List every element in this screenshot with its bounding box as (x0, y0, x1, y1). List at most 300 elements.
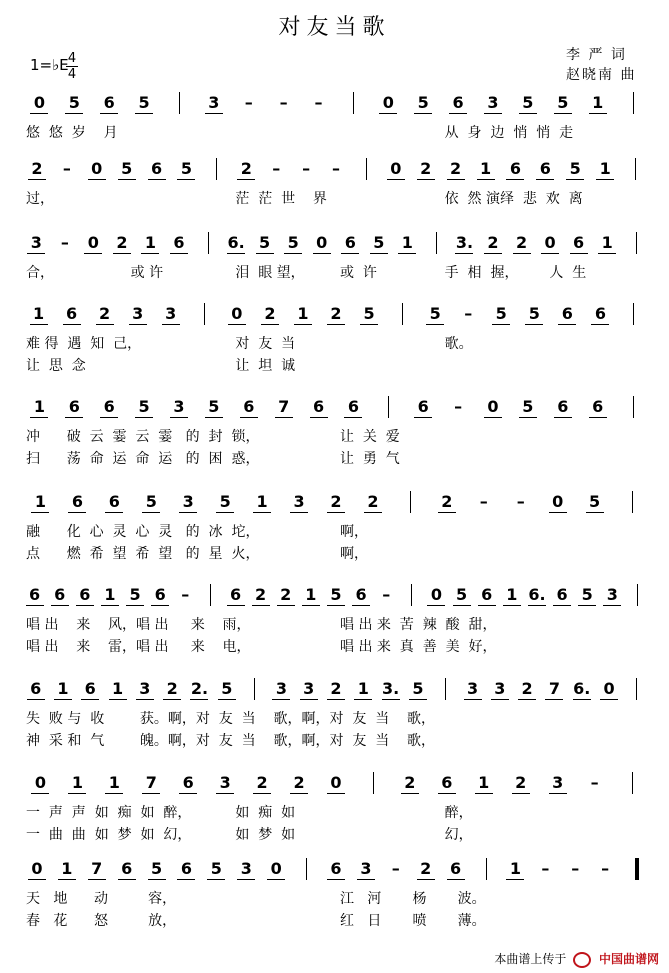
beam-line (142, 512, 160, 513)
lyric-line: 啊， (340, 546, 368, 562)
note: – (479, 492, 488, 511)
barline (366, 158, 367, 180)
beam-line (252, 605, 270, 606)
beam-line (589, 113, 607, 114)
note: 2 (293, 773, 305, 792)
beam-line (477, 179, 495, 180)
beam-line (327, 793, 345, 794)
lyric-line: 泪 眼 望， (235, 265, 305, 281)
note: 5 (210, 859, 222, 878)
beam-line (484, 113, 502, 114)
score-row (0, 303, 669, 393)
barline (216, 158, 217, 180)
note: 6 (312, 397, 325, 416)
beam-line (549, 512, 567, 513)
barline (633, 92, 634, 114)
note: 2 (330, 492, 342, 511)
beam-line (600, 699, 618, 700)
beam-line (438, 512, 456, 513)
note: 6 (243, 397, 255, 416)
beam-line (554, 113, 572, 114)
beam-line (142, 793, 160, 794)
beam-line (536, 179, 554, 180)
lyric-line: 如 梦 如 (235, 827, 296, 843)
note: 6 (54, 585, 66, 604)
beam-line (553, 605, 571, 606)
note: 3 (240, 859, 252, 878)
note: 0 (91, 159, 103, 178)
beam-line (549, 793, 567, 794)
beam-line (290, 793, 308, 794)
beam-line (294, 324, 312, 325)
note: – (454, 397, 463, 416)
beam-line (570, 253, 588, 254)
beam-line (327, 512, 345, 513)
note: 5 (221, 679, 233, 698)
note: 5 (528, 304, 540, 323)
note: 5 (373, 233, 385, 252)
note: 2 (31, 159, 43, 178)
note: 5 (180, 159, 193, 178)
barline (388, 396, 389, 418)
beam-line (84, 253, 102, 254)
note: 6. (573, 679, 591, 698)
beam-line (163, 699, 181, 700)
note: 5 (145, 492, 157, 511)
note: 6 (355, 585, 367, 604)
note: 6 (592, 397, 604, 416)
beam-line (275, 417, 293, 418)
beam-line (484, 417, 502, 418)
note: 0 (316, 233, 328, 252)
beam-line (177, 879, 195, 880)
note: 5 (68, 93, 80, 112)
note: 0 (390, 159, 402, 178)
lyric-line: 幻， (444, 827, 473, 843)
note: 5 (429, 304, 441, 323)
note: 1 (401, 233, 413, 252)
beam-line (414, 113, 432, 114)
note: 3. (381, 679, 400, 698)
beam-line (88, 179, 106, 180)
barline (210, 584, 211, 606)
beam-line (113, 253, 131, 254)
beam-line (387, 179, 405, 180)
note: 6 (84, 679, 96, 698)
note: 2 (404, 773, 416, 792)
note: 6. (227, 233, 245, 252)
note: 5 (121, 159, 133, 178)
beam-line (170, 253, 188, 254)
note: 0 (487, 397, 499, 416)
note: 6 (68, 397, 80, 416)
beam-line (284, 253, 302, 254)
note: 2 (255, 585, 267, 604)
note: 0 (34, 773, 47, 792)
note: 3 (275, 679, 287, 698)
note: 3 (219, 773, 231, 792)
barline (436, 232, 437, 254)
beam-line (68, 793, 86, 794)
lyric-line: 难 得 遇 知 己， (26, 336, 142, 352)
note: 2 (256, 773, 268, 792)
note: 2. (190, 679, 209, 698)
beam-line (237, 879, 255, 880)
beam-line (68, 512, 86, 513)
note: 5 (589, 492, 601, 511)
score-row (0, 396, 669, 486)
note: – (590, 773, 599, 792)
beam-line (478, 605, 496, 606)
beam-line (427, 605, 445, 606)
lyric-line: 扫 荡 命 运 命 运 的 困 惑， (26, 451, 260, 467)
beam-line (506, 879, 524, 880)
note: 6 (103, 93, 115, 112)
lyric-line: 冲 破 云 霎 云 霎 的 封 锁， (26, 429, 260, 445)
note: 6 (441, 773, 453, 792)
beam-line (589, 417, 607, 418)
beam-line (519, 417, 537, 418)
barline (411, 584, 412, 606)
note: 6 (103, 397, 115, 416)
note: 0 (33, 93, 45, 112)
beam-line (455, 253, 473, 254)
note: 0 (603, 679, 615, 698)
beam-line (302, 605, 320, 606)
note: 2 (116, 233, 128, 252)
beam-line (65, 113, 83, 114)
footer-brand[interactable]: 中国曲谱网 (598, 952, 659, 966)
note: 2 (240, 159, 252, 178)
note: – (62, 159, 71, 178)
meter-top: 4 (67, 51, 77, 66)
beam-line (364, 512, 382, 513)
beam-line (205, 417, 223, 418)
note: – (60, 233, 69, 252)
lyric-line: 歌。 (444, 336, 473, 352)
beam-line (409, 699, 427, 700)
note: 3 (182, 492, 194, 511)
barline (204, 303, 205, 325)
note: 5 (581, 585, 593, 604)
lyric-line: 唱 出 来 雷，唱 出 来 电， (26, 639, 251, 655)
barline (486, 858, 487, 880)
barline (636, 678, 637, 700)
note: 1 (357, 679, 369, 698)
lyric-line: 让 坦 诚 (235, 358, 296, 374)
note: 7 (548, 679, 560, 698)
beam-line (76, 605, 94, 606)
lyric-line: 茫 茫 世 界 (235, 191, 327, 207)
note: 3 (487, 93, 499, 112)
note: 1 (305, 585, 317, 604)
beam-line (65, 417, 83, 418)
barline (633, 396, 634, 418)
lyric-line: 点 燃 希 望 希 望 的 星 火， (26, 546, 260, 562)
note: 5 (412, 679, 424, 698)
note: 2 (441, 492, 453, 511)
note: 7 (278, 397, 290, 416)
beam-line (135, 417, 153, 418)
note: 1 (599, 159, 611, 178)
beam-line (453, 605, 471, 606)
beam-line (30, 417, 48, 418)
beam-line (261, 324, 279, 325)
footer-text: 本曲谱上传于 (494, 952, 567, 966)
beam-line (88, 879, 106, 880)
barline (306, 858, 307, 880)
lyric-line: 唱 出 来 真 善 美 好， (340, 639, 497, 655)
note: 6 (452, 93, 464, 112)
note: 1 (61, 859, 73, 878)
note: 0 (382, 93, 394, 112)
lyric-line: 唱 出 来 风，唱 出 来 雨， (26, 617, 251, 633)
beam-line (518, 699, 536, 700)
lyric-line: 如 痴 如 (235, 805, 296, 821)
note: 7 (145, 773, 157, 792)
beam-line (207, 879, 225, 880)
lyric-line: 一 曲 曲 如 梦 如 幻， (26, 827, 192, 843)
beam-line (310, 417, 328, 418)
beam-line (126, 605, 144, 606)
beam-line (227, 605, 245, 606)
beam-line (541, 253, 559, 254)
beam-line (118, 879, 136, 880)
beam-line (464, 699, 482, 700)
note: 3 (360, 859, 372, 878)
beam-line (58, 879, 76, 880)
beam-line (267, 879, 285, 880)
beam-line (327, 699, 345, 700)
lyric-line: 手 相 握， (444, 265, 519, 281)
barline (208, 232, 209, 254)
lyric-line: 天 地 动 容， (26, 891, 177, 907)
note: 6 (108, 492, 120, 511)
barline (410, 491, 411, 513)
beam-line (290, 512, 308, 513)
note: 0 (31, 859, 43, 878)
note: 3 (30, 233, 42, 252)
note: – (332, 159, 340, 178)
note: 5 (138, 93, 150, 112)
beam-line (28, 879, 46, 880)
lyric-line: 啊， (340, 524, 368, 540)
lyric-line: 或 许 (340, 265, 377, 281)
beam-line (170, 417, 188, 418)
beam-line (558, 324, 576, 325)
note: 5 (557, 93, 569, 112)
note: 6 (79, 585, 91, 604)
note: 2 (280, 585, 292, 604)
note: 2 (367, 492, 379, 511)
note: 1 (601, 233, 613, 252)
beam-line (528, 605, 546, 606)
note: 5 (456, 585, 468, 604)
note: – (314, 93, 323, 112)
note: 2 (99, 304, 111, 323)
beam-line (100, 417, 118, 418)
beam-line (414, 417, 432, 418)
note: 6 (450, 859, 462, 878)
note: 0 (544, 233, 556, 252)
barline (179, 92, 180, 114)
note: 3. (455, 233, 474, 252)
beam-line (105, 512, 123, 513)
note: 6 (71, 492, 83, 511)
meter-bottom: 4 (67, 67, 77, 82)
beam-line (484, 253, 502, 254)
beam-line (313, 253, 331, 254)
barline (373, 772, 374, 794)
beam-line (148, 179, 166, 180)
note: 6 (121, 859, 133, 878)
beam-line (81, 699, 99, 700)
note: 3 (494, 679, 506, 698)
beam-line (352, 605, 370, 606)
beam-line (151, 605, 169, 606)
lyric-line: 让 思 念 (26, 358, 86, 374)
note: 6 (28, 585, 41, 604)
lyric-line: 人 生 (549, 265, 587, 281)
note: 6 (573, 233, 585, 252)
note: 6 (66, 304, 78, 323)
score-row (0, 491, 669, 581)
beam-line (256, 253, 274, 254)
note: 6 (347, 397, 359, 416)
score-row (0, 584, 669, 674)
beam-line (162, 324, 180, 325)
note: 1 (104, 585, 116, 604)
beam-line (31, 793, 49, 794)
beam-line (31, 512, 49, 513)
note: 1 (506, 585, 518, 604)
note: – (601, 859, 610, 878)
lyric-line: 让 勇 气 (340, 451, 400, 467)
note: 3 (466, 679, 479, 698)
beam-line (357, 879, 375, 880)
note: 6 (561, 304, 573, 323)
note: 1 (33, 397, 45, 416)
lyric-line: 一 声 声 如 痴 如 醉， (26, 805, 192, 821)
note: 6 (154, 585, 166, 604)
beam-line (300, 699, 318, 700)
note: 6. (528, 585, 546, 604)
note: 5 (129, 585, 141, 604)
note: 3 (552, 773, 564, 792)
beam-line (401, 793, 419, 794)
beam-line (591, 324, 609, 325)
beam-line (240, 417, 258, 418)
final-barline (635, 858, 639, 880)
beam-line (447, 179, 465, 180)
beam-line (513, 253, 531, 254)
beam-line (129, 324, 147, 325)
site-logo-icon (573, 952, 591, 968)
note: – (571, 859, 580, 878)
note: 6 (594, 304, 606, 323)
beam-line (578, 605, 596, 606)
composer-credit: 赵晓南 曲 (566, 67, 637, 83)
note: 2 (420, 159, 432, 178)
beam-line (28, 179, 46, 180)
lyric-line: 红 日 喷 薄。 (340, 913, 486, 929)
note: 7 (91, 859, 103, 878)
note: 1 (32, 304, 45, 323)
page-title: 对友当歌 (278, 15, 391, 40)
lyric-line: 从 身 边 悄 悄 走 (444, 125, 574, 141)
beam-line (492, 324, 510, 325)
lyric-line: 融 化 心 灵 心 灵 的 冰 坨， (26, 524, 260, 540)
beam-line (566, 179, 584, 180)
lyric-line: 悠 悠 岁 月 (26, 125, 118, 141)
lyricist-credit: 李 严 词 (566, 47, 627, 63)
beam-line (135, 113, 153, 114)
time-signature (66, 52, 78, 81)
note: 5 (522, 93, 534, 112)
beam-line (354, 699, 372, 700)
note: 2 (264, 304, 276, 323)
barline (254, 678, 255, 700)
beam-line (512, 793, 530, 794)
beam-line (118, 179, 136, 180)
note: 3 (293, 492, 305, 511)
lyric-line: 依 然 演绎 悲 欢 离 (444, 191, 583, 207)
note: 5 (138, 397, 150, 416)
beam-line (179, 793, 197, 794)
note: 3 (606, 585, 618, 604)
note: 1 (111, 679, 124, 698)
beam-line (573, 699, 591, 700)
score-row (0, 678, 669, 768)
note: – (181, 585, 190, 604)
note: 2 (515, 233, 528, 252)
note: 6 (481, 585, 493, 604)
note: – (391, 859, 400, 878)
beam-line (30, 324, 48, 325)
beam-line (598, 253, 616, 254)
note: 1 (479, 159, 492, 178)
beam-line (216, 793, 234, 794)
note: 1 (144, 233, 157, 252)
note: – (382, 585, 391, 604)
lyric-line: 失 败 与 收 获。啊，对 友 当 歌，啊，对 友 当 歌， (26, 711, 436, 727)
note: 0 (87, 233, 99, 252)
beam-line (190, 699, 208, 700)
note: 6 (180, 859, 193, 878)
beam-line (341, 253, 359, 254)
beam-line (327, 879, 345, 880)
note: – (516, 492, 525, 511)
note: 6 (229, 585, 242, 604)
note: 0 (552, 492, 564, 511)
note: 2 (515, 773, 527, 792)
beam-line (596, 179, 614, 180)
note: 5 (259, 233, 271, 252)
note: 6 (182, 773, 194, 792)
barline (636, 232, 637, 254)
beam-line (491, 699, 509, 700)
lyric-line: 醉， (444, 805, 473, 821)
beam-line (503, 605, 521, 606)
note: 5 (569, 159, 581, 178)
score-row (0, 858, 669, 948)
beam-line (426, 324, 444, 325)
beam-line (96, 324, 114, 325)
beam-line (586, 512, 604, 513)
note: 6 (150, 159, 163, 178)
note: 5 (417, 93, 429, 112)
note: 1 (297, 304, 309, 323)
